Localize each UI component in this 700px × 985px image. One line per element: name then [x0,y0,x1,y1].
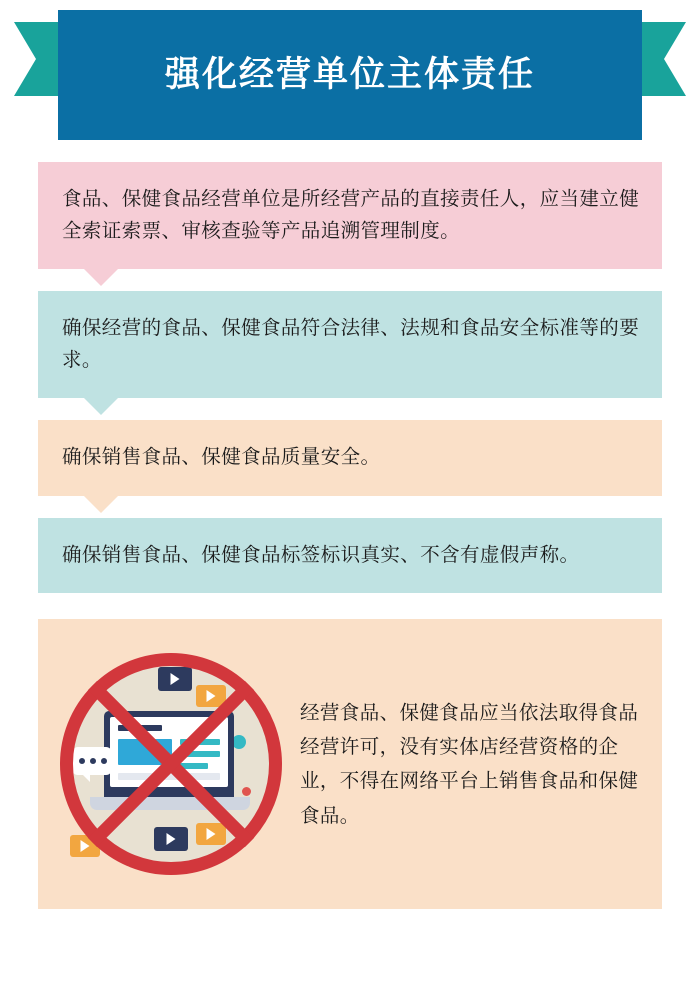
bottom-text: 经营食品、保健食品应当依法取得食品经营许可，没有实体店经营资格的企业，不得在网络平台上销售食品和保健食品。 [300,702,639,827]
callout-list [0,162,700,593]
banner-box [58,10,642,140]
page-title: 强化经营单位主体责任 [164,55,535,94]
callout-label-authenticity [38,518,662,594]
bottom-panel [38,619,662,909]
callout-tail [84,398,118,415]
no-online-food-sales-illustration [46,639,296,889]
callout-tail [84,496,118,513]
callout-responsibility-traceability [38,162,662,269]
callout-text: 确保经营的食品、保健食品符合法律、法规和食品安全标准等的要求。 [62,317,640,371]
bottom-text-block [296,696,662,833]
callout-tail [84,269,118,286]
header-banner [0,0,700,150]
callout-quality-safety [38,420,662,496]
callout-text: 确保销售食品、保健食品标签标识真实、不含有虚假声称。 [62,543,580,566]
callout-compliance-laws [38,291,662,398]
callout-text: 食品、保健食品经营单位是所经营产品的直接责任人，应当建立健全索证索票、审核查验等产品追溯管理制度。 [62,188,640,242]
callout-text: 确保销售食品、保健食品质量安全。 [62,446,381,469]
